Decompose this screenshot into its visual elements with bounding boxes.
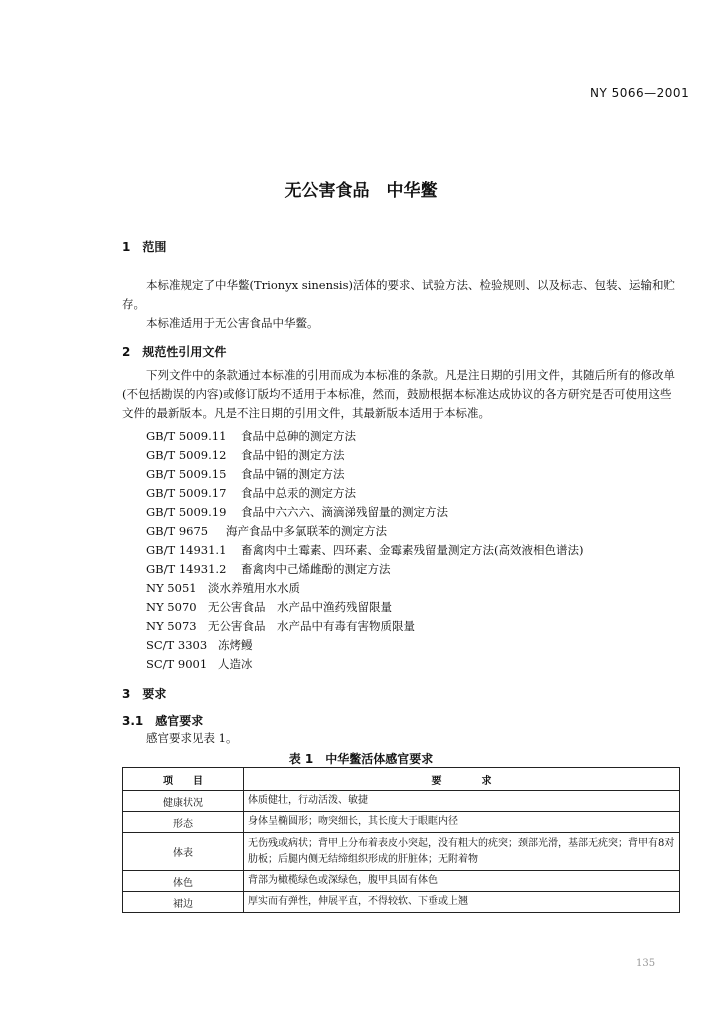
reference-code: NY 5073 — [146, 619, 197, 633]
table-row — [123, 892, 680, 913]
reference-item — [146, 580, 300, 596]
reference-title: 无公害食品 水产品中渔药残留限量 — [208, 600, 392, 614]
row-requirement: 无伤残或病状；背甲上分布着表皮小突起，没有粗大的疣突；颈部光滑，基部无疣突；背甲有8对肋板；后腿内侧无结缔组织形成的肝脏体；无附着物 — [244, 833, 680, 871]
reference-code: GB/T 5009.11 — [146, 429, 227, 443]
reference-code: SC/T 9001 — [146, 657, 208, 671]
reference-item — [146, 618, 415, 634]
reference-code: GB/T 5009.17 — [146, 486, 227, 500]
reference-title: 食品中铅的测定方法 — [241, 448, 345, 462]
reference-title: 无公害食品 水产品中有毒有害物质限量 — [208, 619, 415, 633]
section-heading-scope: 1 范围 — [122, 240, 167, 254]
section-heading-requirements: 3 要求 — [122, 687, 167, 701]
reference-code: SC/T 3303 — [146, 638, 208, 652]
reference-title: 食品中总砷的测定方法 — [241, 429, 356, 443]
reference-title: 畜禽肉中己烯雌酚的测定方法 — [241, 562, 391, 576]
row-item: 裙边 — [123, 892, 244, 913]
reference-title: 食品中总汞的测定方法 — [241, 486, 356, 500]
reference-code: NY 5051 — [146, 581, 197, 595]
references-intro: 下列文件中的条款通过本标准的引用而成为本标准的条款。凡是注日期的引用文件，其随后所有的修改单(不包括勘误的内容)或修订版均不适用于本标准，然而，鼓励根据本标准达成协议的各方研究是否可使用这些文件的最新版本。凡是不注日期的引用文件，其最新版本适用于本标准。 — [122, 368, 675, 420]
sensory-reference-text: 感官要求见表 1。 — [146, 731, 238, 745]
row-requirement: 身体呈椭圆形；吻突细长，其长度大于眼眶内径 — [244, 812, 680, 833]
reference-title: 食品中镉的测定方法 — [241, 467, 345, 481]
reference-code: GB/T 5009.19 — [146, 505, 227, 519]
table-caption: 表 1 中华鳖活体感官要求 — [288, 752, 434, 766]
column-header-item: 项 目 — [123, 768, 244, 791]
scope-paragraph: 本标准规定了中华鳖(Trionyx sinensis)活体的要求、试验方法、检验规则、以及标志、包装、运输和贮存。 — [122, 278, 675, 311]
row-item: 健康状况 — [123, 791, 244, 812]
table-row — [123, 812, 680, 833]
subsection-heading-sensory: 3.1 感官要求 — [122, 714, 204, 728]
reference-code: NY 5070 — [146, 600, 197, 614]
reference-item — [146, 656, 253, 672]
reference-title: 淡水养殖用水水质 — [208, 581, 300, 595]
reference-item — [146, 504, 448, 520]
row-item: 形态 — [123, 812, 244, 833]
table-row — [123, 833, 680, 871]
standard-number: NY 5066—2001 — [590, 86, 690, 100]
reference-item — [146, 599, 392, 615]
reference-title: 人造冰 — [218, 657, 253, 671]
reference-item — [146, 542, 583, 558]
row-requirement: 体质健壮，行动活泼、敏捷 — [244, 791, 680, 812]
reference-code: GB/T 5009.12 — [146, 448, 227, 462]
reference-item — [146, 561, 391, 577]
scope-applicability: 本标准适用于无公害食品中华鳖。 — [146, 316, 319, 330]
reference-item — [146, 523, 387, 539]
reference-code: GB/T 9675 — [146, 524, 209, 538]
reference-title: 冻烤鳗 — [218, 638, 253, 652]
reference-item — [146, 447, 345, 463]
reference-item — [146, 428, 356, 444]
page-title: 无公害食品 中华鳖 — [284, 181, 438, 201]
reference-item — [146, 466, 345, 482]
reference-code: GB/T 14931.1 — [146, 543, 227, 557]
row-requirement: 厚实而有弹性，伸展平直，不得较软、下垂或上翘 — [244, 892, 680, 913]
column-header-requirement: 要 求 — [244, 768, 680, 791]
reference-item — [146, 485, 356, 501]
reference-item — [146, 637, 253, 653]
row-requirement: 背部为橄榄绿色或深绿色，腹甲具固有体色 — [244, 871, 680, 892]
reference-title: 食品中六六六、滴滴涕残留量的测定方法 — [241, 505, 448, 519]
reference-title: 海产食品中多氯联苯的测定方法 — [226, 524, 387, 538]
table-header-row — [123, 768, 680, 791]
table-row — [123, 791, 680, 812]
row-item: 体色 — [123, 871, 244, 892]
reference-title: 畜禽肉中土霉素、四环素、金霉素残留量测定方法(高效液相色谱法) — [241, 543, 584, 557]
sensory-requirements-table — [122, 767, 680, 913]
table-row — [123, 871, 680, 892]
row-item: 体表 — [123, 833, 244, 871]
reference-code: GB/T 14931.2 — [146, 562, 227, 576]
page-number: 135 — [636, 958, 656, 969]
reference-code: GB/T 5009.15 — [146, 467, 227, 481]
section-heading-references: 2 规范性引用文件 — [122, 345, 227, 359]
